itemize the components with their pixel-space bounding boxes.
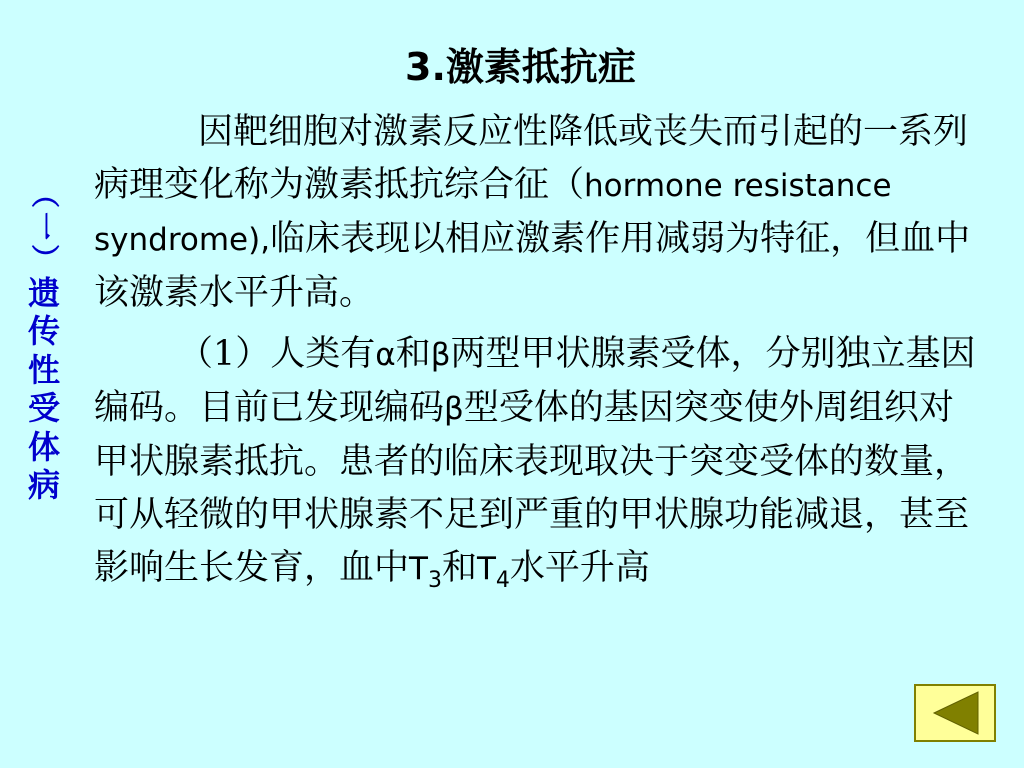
- point-1-text: 两型甲状腺素受体，分别独立基因编码。目前已发现编码: [94, 334, 976, 428]
- t3-symbol: T: [409, 551, 428, 587]
- point-1-text: 和: [441, 548, 477, 588]
- side-label-char: 遗: [27, 274, 60, 312]
- beta-symbol: β: [444, 391, 464, 427]
- intro-paragraph: [94, 106, 984, 320]
- point-1-paragraph: [94, 328, 984, 596]
- intro-english-term: hormone resistance syndrome),: [94, 168, 892, 258]
- side-label-number: 一: [27, 211, 61, 241]
- point-1-marker: （1）: [178, 334, 271, 374]
- side-label-char: 体: [27, 427, 60, 466]
- side-label-char: 传: [27, 312, 60, 351]
- alpha-symbol: α: [375, 337, 396, 373]
- side-label-char: 性: [27, 350, 60, 389]
- side-label-char: 受: [27, 389, 60, 428]
- beta-symbol: β: [430, 337, 451, 373]
- point-1-text: 型受体的基因突变使外周组织对甲状腺素抵抗。患者的临床表现取决于突变受体的数量，可从轻微的甲状腺素不足到严重的甲状腺功能减退，甚至影响生长发育，血中: [94, 388, 970, 588]
- side-label-char: 病: [27, 465, 60, 504]
- point-1-text: 人类有: [270, 334, 376, 374]
- back-nav-button[interactable]: [914, 684, 996, 742]
- play-back-icon: [916, 686, 994, 740]
- slide-title: 3.激素抵抗症: [405, 45, 636, 89]
- side-label-paren-open: （: [27, 179, 61, 209]
- intro-text: 因靶细胞对激素反应性降低或丧失而引起的一系列病理变化称为激素抵抗综合征（: [94, 112, 969, 205]
- t4-symbol: T: [476, 551, 496, 587]
- point-1-text: 水平升高: [509, 548, 650, 588]
- section-side-label: [20, 178, 68, 504]
- t3-subscript: 3: [427, 568, 442, 593]
- side-label-paren-close: ）: [27, 243, 61, 273]
- point-1-text: 和: [395, 334, 431, 374]
- t4-subscript: 4: [495, 568, 510, 593]
- intro-text-end: 临床表现以相应激素作用减弱为特征，但血中该激素水平升高。: [94, 219, 971, 313]
- slide-body: [94, 106, 984, 596]
